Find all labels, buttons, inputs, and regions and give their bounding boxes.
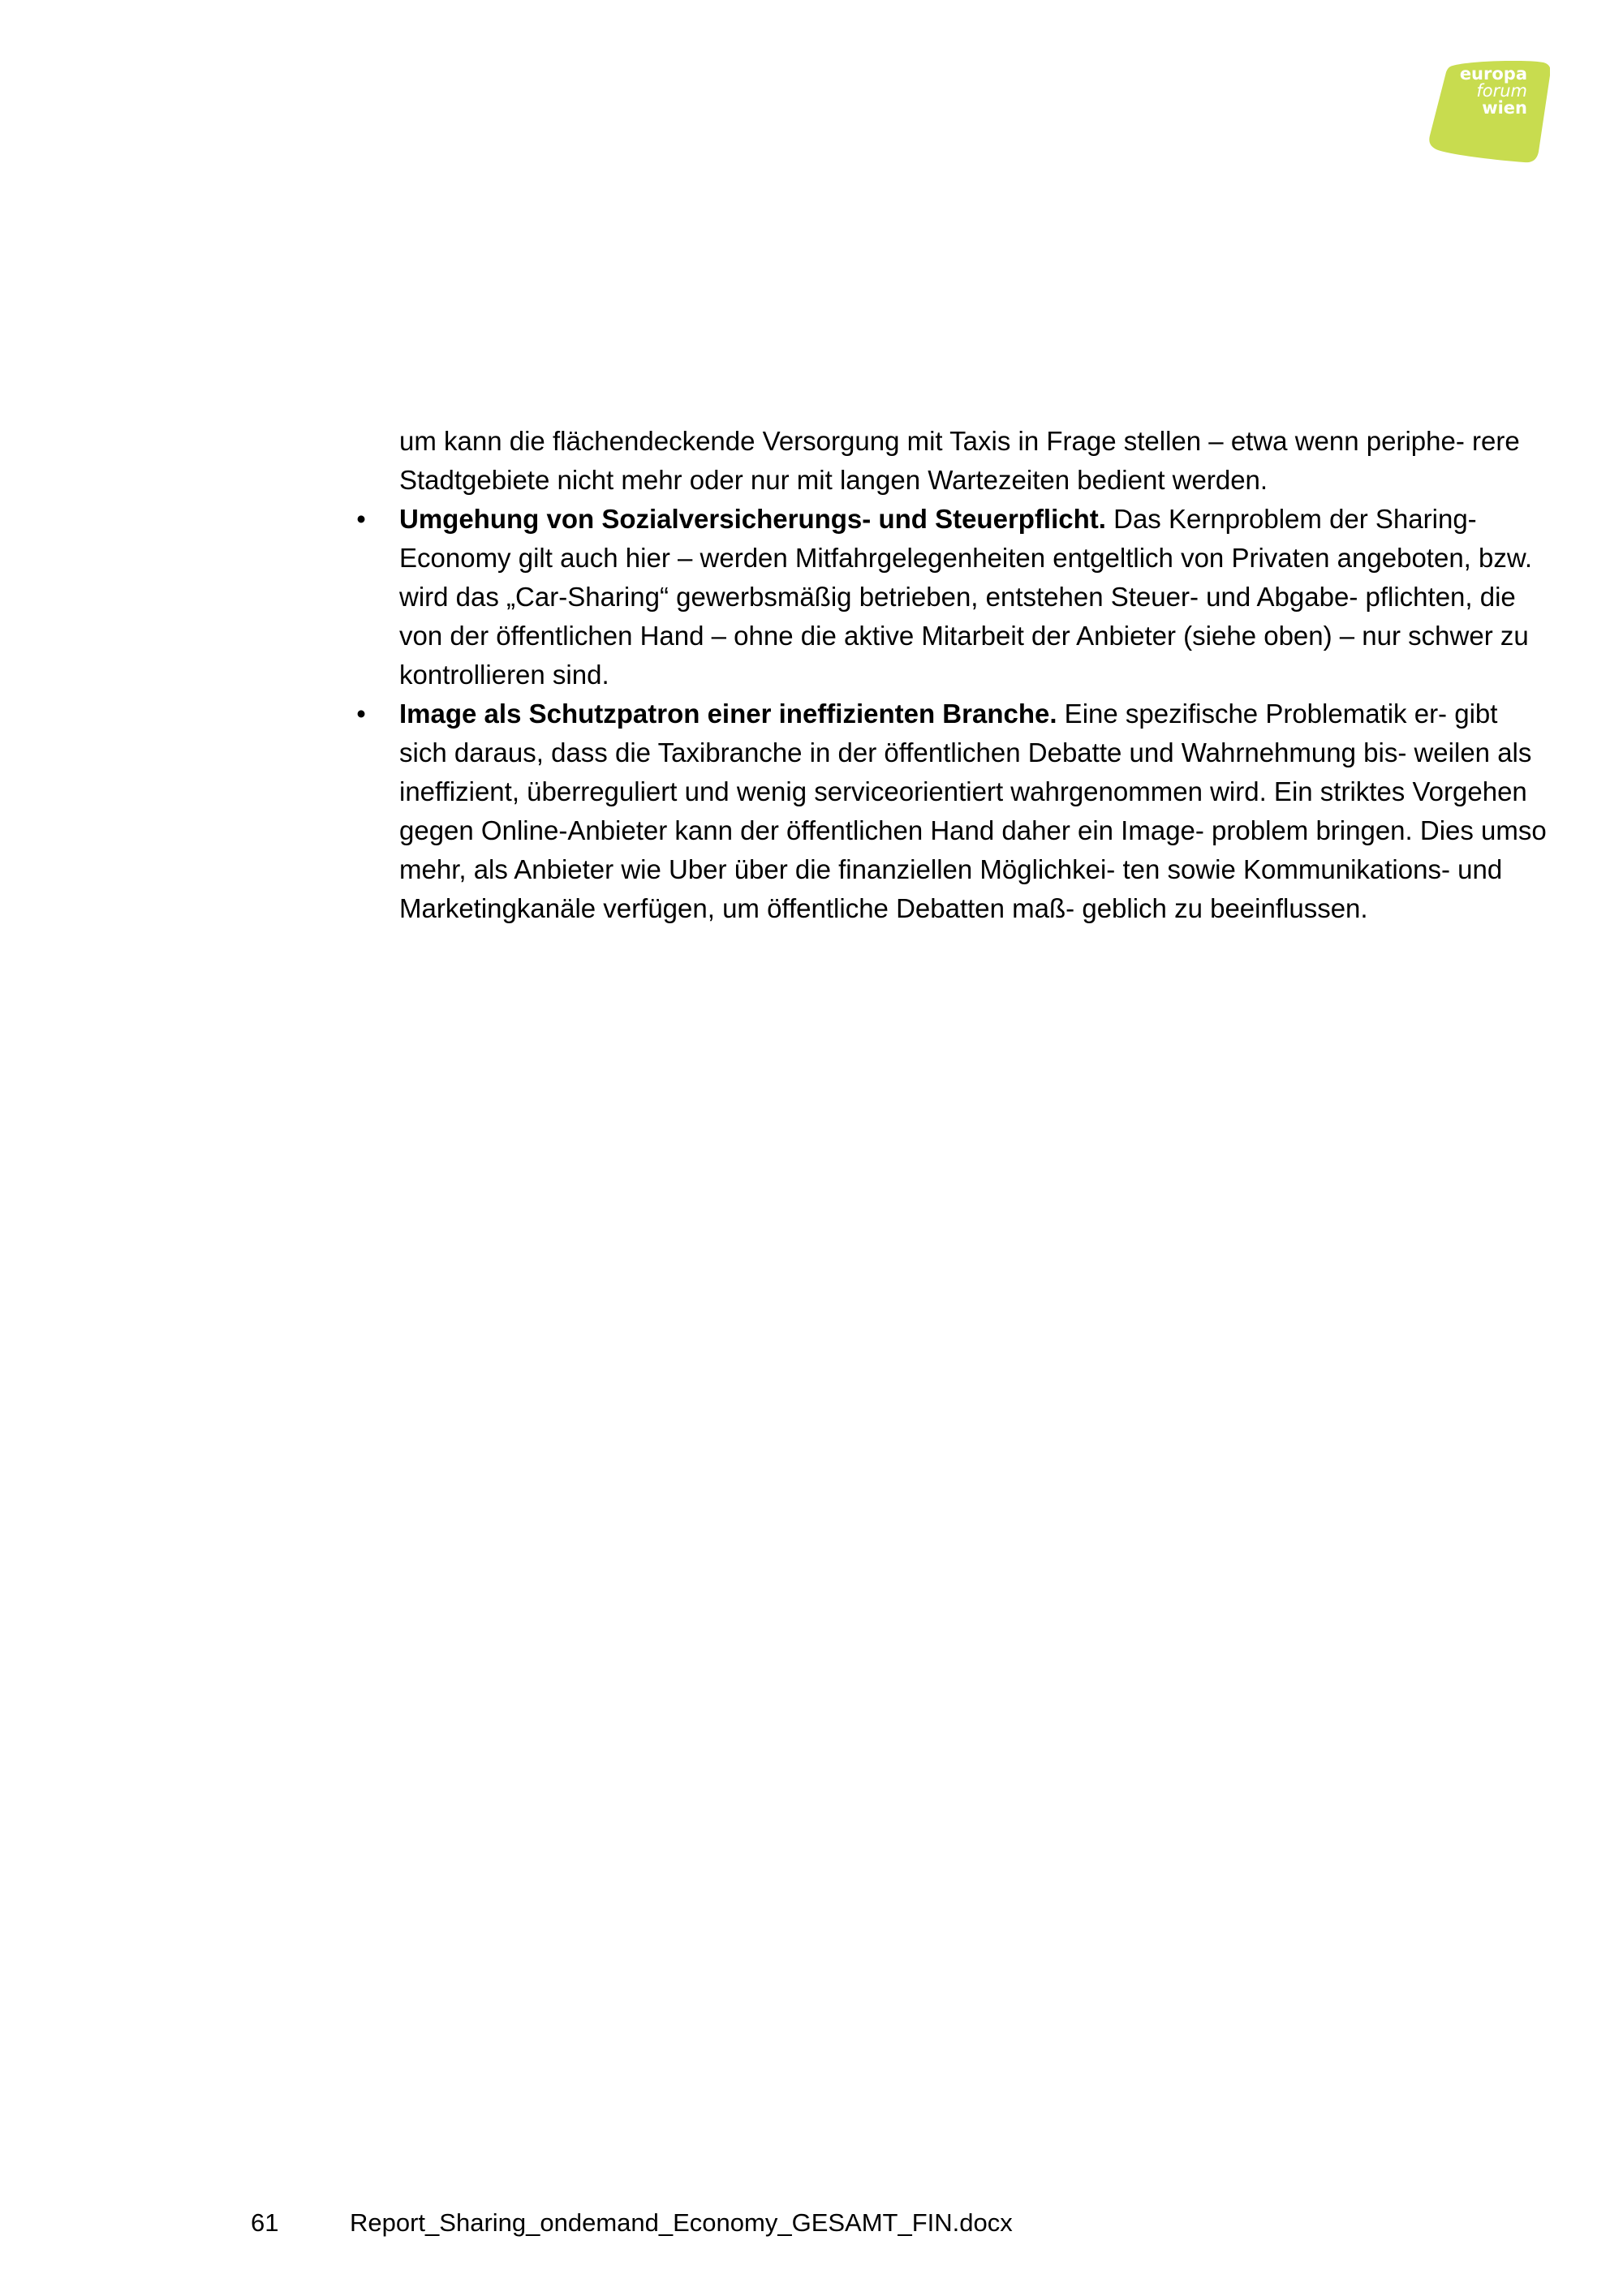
logo-line-wien: wien — [1482, 98, 1527, 118]
bullet-lead: Image als Schutzpatron einer ineffizienten Branche. — [399, 699, 1057, 729]
europa-forum-wien-logo — [1428, 61, 1550, 165]
footer-filename: Report_Sharing_ondemand_Economy_GESAMT_FIN.docx — [350, 2208, 1013, 2237]
bullet-lead: Umgehung von Sozialversicherungs- und Steuerpflicht. — [399, 504, 1106, 534]
bullet-icon: • — [356, 699, 366, 729]
bullet-item-image-problem — [356, 694, 1552, 928]
main-text — [356, 422, 1552, 928]
bullet-text: Eine spezifische Problematik er- gibt sich daraus, dass die Taxibranche in der öffentlichen Debatte und Wahrnehmung bis- weilen als ineffizient, überreguliert und wenig serviceorientiert wahrgenommen wird. Ein striktes Vorgehen gegen Online-Anbieter kann der öffentlichen Hand daher ein Image- problem bringen. Dies umso mehr, als Anbieter wie Uber über die finanziellen Möglichkei- ten sowie Kommunikations- und Marketingkanäle verfügen, um öffentliche Debatten maß- geblich zu beeinflussen. — [399, 699, 1547, 923]
logo-wordmark — [1428, 61, 1550, 165]
continuation-paragraph: um kann die flächendeckende Versorgung mit Taxis in Frage stellen – etwa wenn periphe- rere Stadtgebiete nicht mehr oder nur mit langen Wartezeiten bedient werden. — [399, 426, 1520, 495]
bullet-text: Das Kernproblem der Sharing- Economy gilt auch hier – werden Mitfahrgelegenheiten entgeltlich von Privaten angeboten, bzw. wird das „Car-Sharing“ gewerbsmäßig betrieben, entstehen Steuer- und Abgabe- pflichten, die von der öffentlichen Hand – ohne die aktive Mitarbeit der Anbieter (siehe oben) – nur schwer zu kontrollieren sind. — [399, 504, 1533, 690]
logo-line-forum: forum — [1476, 81, 1527, 101]
logo-line-europa: europa — [1459, 64, 1527, 84]
page-number: 61 — [251, 2208, 279, 2237]
bullet-item-tax-avoidance — [356, 500, 1552, 694]
bullet-icon: • — [356, 504, 366, 534]
